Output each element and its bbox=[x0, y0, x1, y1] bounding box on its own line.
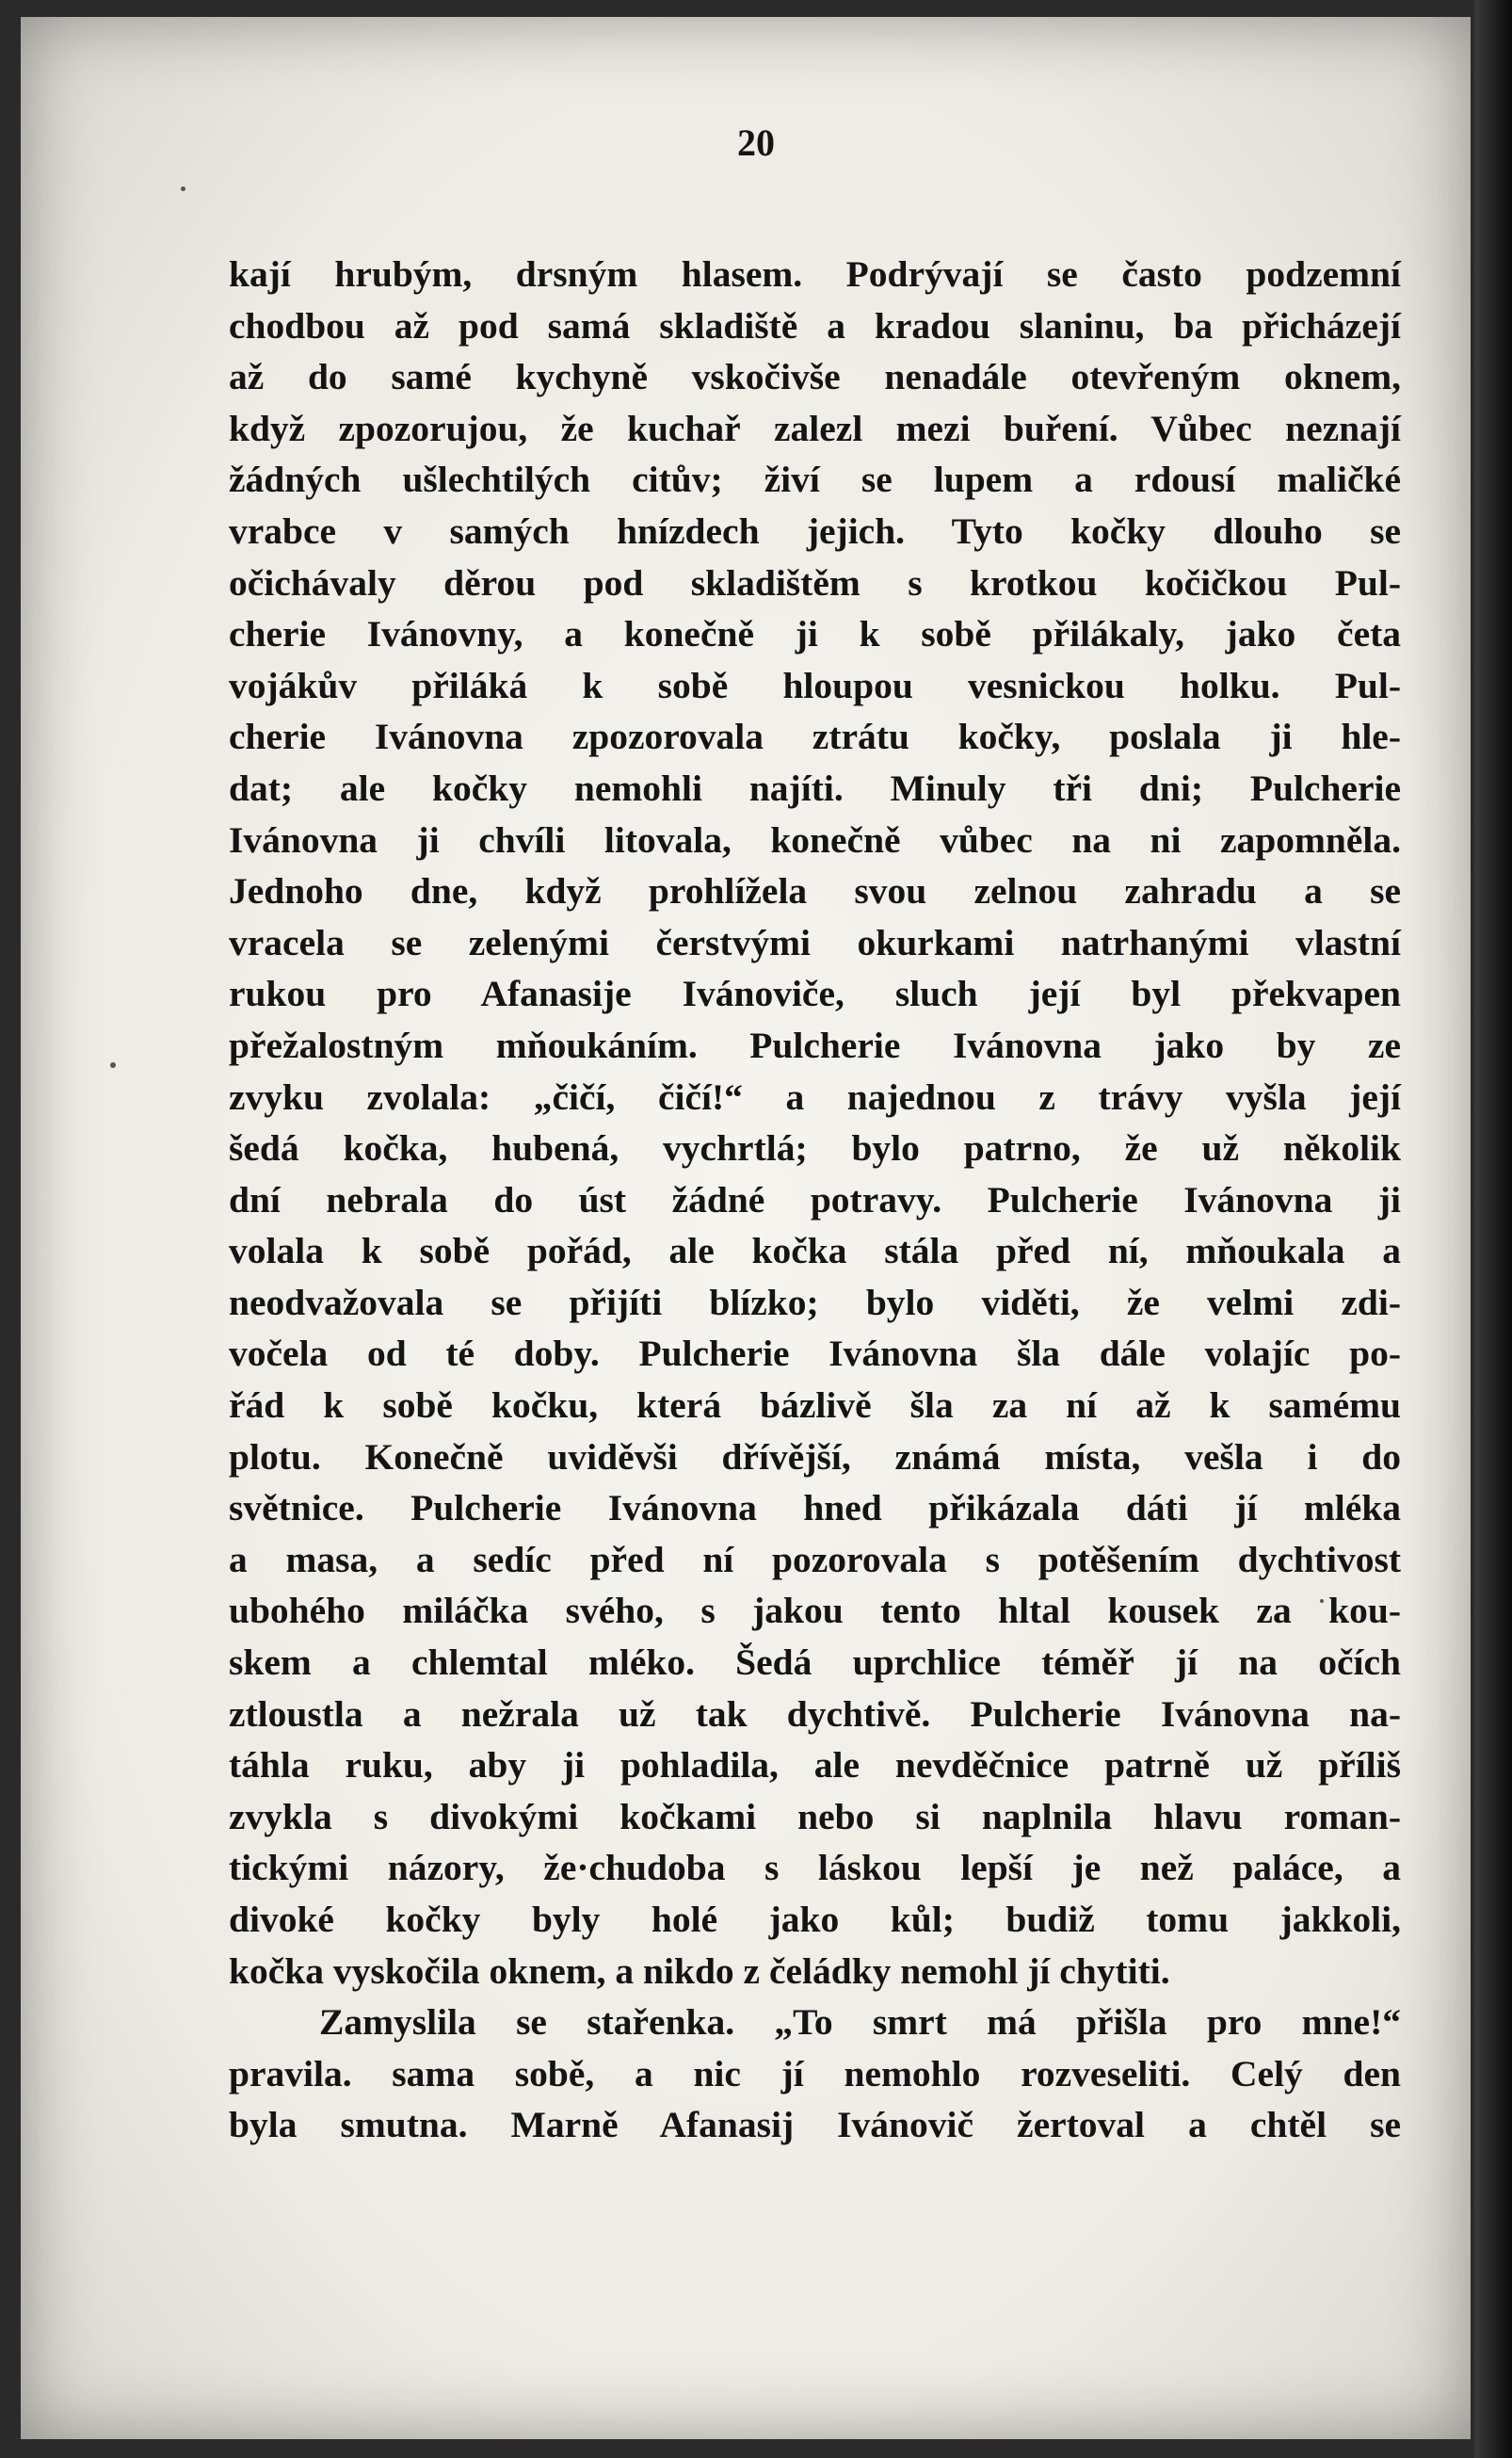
text-line: rukou pro Afanasije Ivánoviče, sluch její byl překvapen bbox=[229, 973, 1401, 1015]
text-line: kočka vyskočila oknem, a nikdo z čeládky nemohl jí chytiti. bbox=[229, 1949, 1170, 1992]
text-line: zvyku zvolala: „čičí, čičí!“ a najednou z trávy vyšla její bbox=[229, 1075, 1401, 1118]
text-line: ubohého miláčka svého, s jakou tento hltal kousek za kou- bbox=[229, 1590, 1401, 1632]
text-line: a masa, a sedíc před ní pozorovala s potěšením dychtivost bbox=[229, 1538, 1401, 1580]
ink-speck bbox=[181, 186, 185, 191]
page-edge-shadow bbox=[1474, 0, 1512, 2458]
text-line: vojákův přiláká k sobě hloupou vesnickou holku. Pul- bbox=[229, 664, 1401, 706]
text-line: Jednoho dne, když prohlížela svou zelnou zahradu a se bbox=[229, 870, 1401, 913]
text-line: chodbou až pod samá skladiště a kradou slaninu, ba přicházejí bbox=[229, 304, 1401, 347]
text-line: táhla ruku, aby ji pohladila, ale nevděčnice patrně už příliš bbox=[229, 1744, 1401, 1787]
text-line: dat; ale kočky nemohli najíti. Minuly tři dni; Pulcherie bbox=[229, 767, 1401, 809]
text-line: byla smutna. Marně Afanasij Ivánovič žertoval a chtěl se bbox=[229, 2104, 1401, 2146]
ink-speck bbox=[110, 1062, 116, 1068]
text-line: dní nebrala do úst žádné potravy. Pulcherie Ivánovna ji bbox=[229, 1178, 1401, 1221]
text-line: pravila. sama sobě, a nic jí nemohlo rozveseliti. Celý den bbox=[229, 2052, 1401, 2094]
text-line: světnice. Pulcherie Ivánovna hned přikázala dáti jí mléka bbox=[229, 1487, 1401, 1529]
text-line: když zpozorujou, že kuchař zalezl mezi buření. Vůbec neznají bbox=[229, 407, 1401, 449]
text-line: skem a chlemtal mléko. Šedá uprchlice téměř jí na očích bbox=[229, 1641, 1401, 1684]
text-line: vočela od té doby. Pulcherie Ivánovna šla dále volajíc po- bbox=[229, 1333, 1401, 1375]
text-line: volala k sobě pořád, ale kočka stála před ní, mňoukala a bbox=[229, 1230, 1401, 1272]
page-number: 20 bbox=[737, 121, 775, 164]
text-line: cherie Ivánovna zpozorovala ztrátu kočky, poslala ji hle- bbox=[229, 716, 1401, 758]
text-line: vracela se zelenými čerstvými okurkami natrhanými vlastní bbox=[229, 921, 1401, 963]
text-line: kají hrubým, drsným hlasem. Podrývají se často podzemní bbox=[229, 253, 1401, 295]
text-line: vrabce v samých hnízdech jejich. Tyto kočky dlouho se bbox=[229, 509, 1401, 552]
text-line: očichávaly děrou pod skladištěm s krotkou kočičkou Pul- bbox=[229, 561, 1401, 604]
text-line: řád k sobě kočku, která bázlivě šla za ní až k samému bbox=[229, 1384, 1401, 1427]
text-line: divoké kočky byly holé jako kůl; budiž tomu jakkoli, bbox=[229, 1899, 1401, 1940]
text-line: neodvažovala se přijíti blízko; bylo viděti, že velmi zdi- bbox=[229, 1281, 1401, 1323]
body-text bbox=[229, 249, 1401, 2151]
text-line: tickými názory, že·chudoba s láskou lepší je než paláce, a bbox=[229, 1847, 1401, 1889]
text-line: až do samé kychyně vskočivše nenadále otevřeným oknem, bbox=[229, 356, 1401, 398]
text-line: plotu. Konečně uviděvši dřívější, známá místa, vešla i do bbox=[229, 1435, 1401, 1478]
text-line: šedá kočka, hubená, vychrtlá; bylo patrno, že už několik bbox=[229, 1127, 1401, 1170]
text-line: přežalostným mňoukáním. Pulcherie Ivánovna jako by ze bbox=[229, 1024, 1401, 1066]
text-line: Ivánovna ji chvíli litovala, konečně vůbec na ni zapomněla. bbox=[229, 818, 1401, 861]
text-line: cherie Ivánovny, a konečně ji k sobě přilákaly, jako četa bbox=[229, 613, 1401, 655]
text-line: ztloustla a nežrala už tak dychtivě. Pulcherie Ivánovna na- bbox=[229, 1692, 1401, 1735]
text-line: zvykla s divokými kočkami nebo si naplnila hlavu roman- bbox=[229, 1795, 1401, 1837]
text-line: žádných ušlechtilých citův; živí se lupem a rdousí maličké bbox=[229, 459, 1401, 501]
text-line: Zamyslila se stařenka. „To smrt má přišla pro mne!“ bbox=[319, 2001, 1401, 2044]
